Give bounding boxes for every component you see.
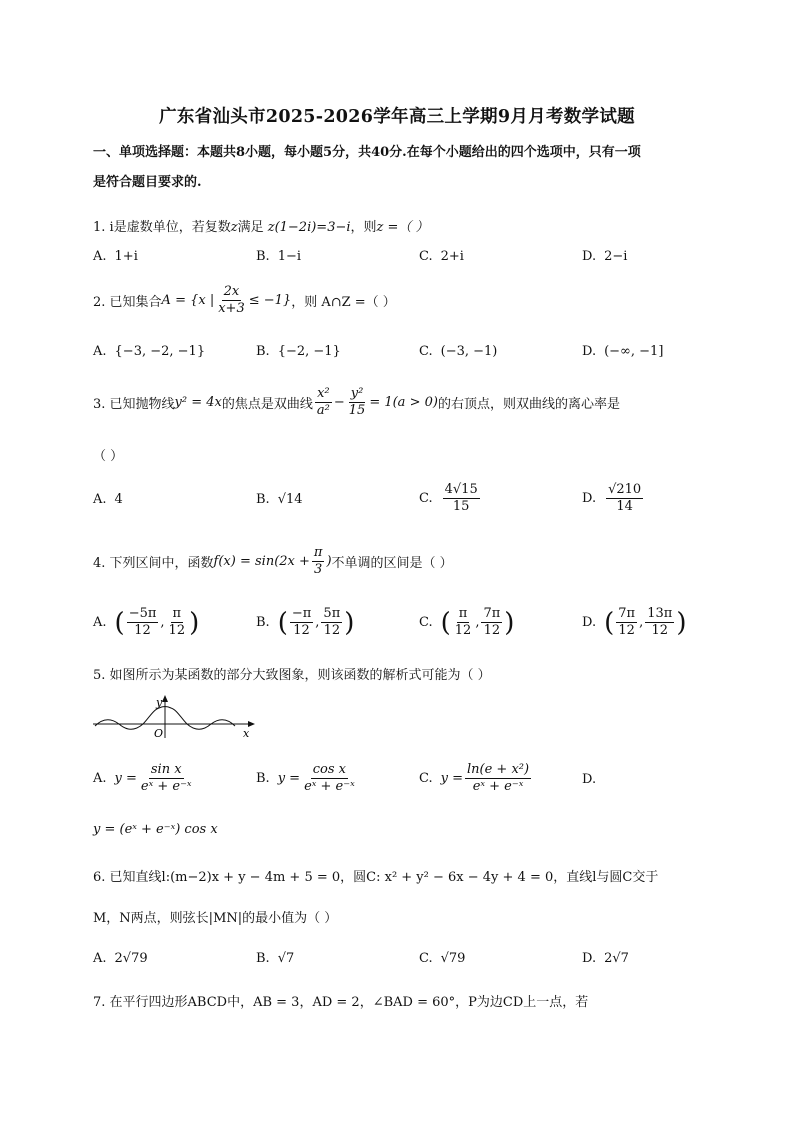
q3-parabola: y² = 4x bbox=[174, 395, 222, 410]
section-heading-line2: 是符合题目要求的. bbox=[93, 175, 202, 190]
q2-frac-den: x+3 bbox=[218, 301, 245, 316]
q2-set-left: A = {x | bbox=[161, 293, 215, 308]
frac-den: eˣ + e⁻ˣ bbox=[472, 779, 524, 794]
frac-num: π bbox=[172, 606, 182, 621]
frac-num: 5π bbox=[323, 606, 341, 621]
q2-option-c[interactable] bbox=[419, 344, 497, 359]
q6-option-d[interactable] bbox=[582, 951, 629, 966]
q1-ask: z =（ ） bbox=[376, 220, 429, 235]
option-text: √7 bbox=[277, 951, 295, 966]
q4-close: ) bbox=[326, 554, 332, 569]
option-label: B. bbox=[256, 249, 270, 264]
q5-option-c[interactable] bbox=[419, 762, 533, 795]
frac-num: sin x bbox=[150, 762, 182, 777]
frac-num: 7π bbox=[618, 606, 636, 621]
frac-den: 15 bbox=[452, 499, 470, 514]
q1-option-b[interactable] bbox=[256, 249, 301, 264]
question-5: 5. 如图所示为某函数的部分大致图象，则该函数的解析式可能为（ ） bbox=[93, 668, 491, 683]
option-text: 4 bbox=[114, 492, 123, 507]
option-text: {−3, −2, −1} bbox=[114, 344, 206, 359]
open-paren: ( bbox=[277, 607, 288, 638]
q4-option-a[interactable]: A. ( $\frac{-5\pi}{12}$ , $\frac{\pi}{12}$ ) bbox=[93, 606, 200, 638]
option-label: A. bbox=[93, 344, 107, 359]
q2-frac-num: 2x bbox=[223, 284, 240, 299]
q6-option-c[interactable] bbox=[419, 951, 465, 966]
q5-option-d-expression: y = (eˣ + e⁻ˣ) cos x bbox=[93, 822, 218, 837]
q3-mid: 的焦点是双曲线 bbox=[221, 397, 313, 412]
q1-suffix: ，则 bbox=[350, 220, 377, 235]
q3-prefix: 3. 已知抛物线 bbox=[93, 397, 175, 412]
frac-a bbox=[453, 606, 474, 639]
open-paren: ( bbox=[114, 607, 125, 638]
option-fraction bbox=[465, 762, 531, 795]
option-label: A. bbox=[93, 771, 107, 786]
q2-prefix: 2. 已知集合 bbox=[93, 295, 162, 310]
q2-option-b[interactable] bbox=[256, 344, 341, 359]
q1-option-c[interactable] bbox=[419, 249, 464, 264]
close-paren: ) bbox=[344, 607, 355, 638]
q3-options bbox=[0, 482, 794, 522]
q3-option-b[interactable] bbox=[256, 492, 303, 507]
q3-frac2-den: 15 bbox=[348, 403, 366, 418]
close-paren: ) bbox=[676, 607, 687, 638]
q3-eq: = 1(a > 0) bbox=[369, 395, 438, 410]
open-paren: ( bbox=[440, 607, 451, 638]
option-text: 2−i bbox=[604, 249, 628, 264]
page-title: 广东省汕头市2025-2026学年高三上学期9月月考数学试题 bbox=[159, 107, 635, 127]
frac-den: 12 bbox=[168, 623, 186, 638]
q4-suffix: 不单调的区间是（ ） bbox=[331, 556, 453, 571]
q4-option-b[interactable]: B. ( $\frac{-\pi}{12}$ , $\frac{5\pi}{12}$ ) bbox=[256, 606, 355, 638]
frac-b bbox=[645, 606, 674, 639]
frac-num: 4√15 bbox=[444, 482, 478, 497]
q2-option-d[interactable] bbox=[582, 344, 663, 359]
q3-frac-1 bbox=[315, 386, 332, 419]
q1-prefix: 1. i是虚数单位，若复数 bbox=[93, 220, 231, 235]
frac-b bbox=[481, 606, 502, 639]
section-heading-line1: 一、单项选择题：本题共8小题，每小题5分，共40分.在每个小题给出的四个选项中，只有一项 bbox=[93, 145, 641, 160]
frac-b bbox=[167, 606, 188, 639]
option-text: √14 bbox=[277, 492, 303, 507]
frac-a bbox=[127, 606, 159, 639]
option-lhs: y = bbox=[277, 771, 301, 786]
frac-den: 12 bbox=[483, 623, 501, 638]
q6-line2: M，N两点，则弦长|MN|的最小值为（ ） bbox=[93, 911, 338, 926]
q2-option-a[interactable] bbox=[93, 344, 205, 359]
q3-frac-2 bbox=[347, 386, 368, 419]
question-2 bbox=[93, 284, 396, 317]
frac-num: −5π bbox=[128, 606, 157, 621]
frac-den: 12 bbox=[323, 623, 341, 638]
frac-num: √210 bbox=[608, 482, 642, 497]
frac-den: 12 bbox=[618, 623, 635, 638]
q4-func: f(x) = sin(2x + bbox=[213, 554, 310, 569]
q4-option-d[interactable]: D. ( $\frac{7\pi}{12}$ , $\frac{13\pi}{12}$ ) bbox=[582, 606, 687, 638]
option-fraction bbox=[443, 482, 480, 515]
frac-num: 13π bbox=[647, 606, 673, 621]
y-axis-arrow bbox=[162, 695, 168, 702]
q3-option-d[interactable] bbox=[582, 482, 645, 515]
y-label: y bbox=[156, 696, 163, 709]
q1-mid: 满足 bbox=[237, 220, 264, 235]
option-label: C. bbox=[419, 249, 433, 264]
q6-option-a[interactable] bbox=[93, 951, 148, 966]
q3-option-a[interactable] bbox=[93, 492, 123, 507]
question-4 bbox=[93, 545, 453, 578]
option-label: C. bbox=[419, 771, 433, 786]
option-label: C. bbox=[419, 951, 433, 966]
option-label: D. bbox=[582, 772, 597, 787]
option-label: C. bbox=[419, 615, 433, 630]
option-label: B. bbox=[256, 344, 270, 359]
q6-options bbox=[0, 948, 794, 988]
option-text: (−∞, −1] bbox=[604, 344, 664, 359]
q3-option-c[interactable] bbox=[419, 482, 482, 515]
x-label: x bbox=[243, 727, 250, 740]
option-label: B. bbox=[256, 615, 270, 630]
option-label: B. bbox=[256, 492, 270, 507]
option-label: A. bbox=[93, 249, 107, 264]
option-label: C. bbox=[419, 491, 433, 506]
option-label: D. bbox=[582, 951, 597, 966]
option-text: 2√7 bbox=[604, 951, 629, 966]
q3-minus: − bbox=[333, 395, 345, 410]
question-3 bbox=[93, 386, 620, 419]
question-1 bbox=[93, 216, 429, 235]
close-paren: ) bbox=[504, 607, 515, 638]
option-text: 1−i bbox=[277, 249, 302, 264]
q1-z: z bbox=[230, 220, 238, 235]
option-text: √79 bbox=[440, 951, 466, 966]
frac-den: eˣ + e⁻ˣ bbox=[304, 779, 355, 794]
q5-option-d[interactable] bbox=[582, 772, 604, 787]
option-label: B. bbox=[256, 771, 270, 786]
option-label: C. bbox=[419, 344, 433, 359]
q2-suffix: ，则 A∩Z =（ ） bbox=[291, 295, 396, 310]
q5-options bbox=[0, 762, 794, 802]
q4-frac-den: 3 bbox=[314, 562, 323, 577]
q6-option-b[interactable] bbox=[256, 951, 294, 966]
q4-prefix: 4. 下列区间中，函数 bbox=[93, 556, 214, 571]
frac-den: 14 bbox=[616, 499, 633, 514]
option-text: (−3, −1) bbox=[440, 344, 498, 359]
frac-a bbox=[616, 606, 637, 639]
close-paren: ) bbox=[189, 607, 200, 638]
frac-num: π bbox=[458, 606, 468, 621]
q3-frac1-num: x² bbox=[317, 386, 330, 401]
origin-label: O bbox=[154, 727, 164, 740]
q4-frac-num: π bbox=[313, 545, 323, 560]
section-heading bbox=[93, 138, 703, 198]
option-label: A. bbox=[93, 615, 107, 630]
option-label: A. bbox=[93, 492, 107, 507]
option-fraction bbox=[139, 762, 194, 795]
frac-a bbox=[290, 606, 313, 639]
q1-expr: z(1−2i)=3−i bbox=[267, 220, 351, 235]
frac-num: 7π bbox=[483, 606, 501, 621]
frac-den: eˣ + e⁻ˣ bbox=[140, 779, 192, 794]
q4-option-c[interactable]: C. ( $\frac{\pi}{12}$ , $\frac{7\pi}{12}$ ) bbox=[419, 606, 515, 638]
frac-b bbox=[321, 606, 342, 639]
q3-suffix: 的右顶点，则双曲线的离心率是 bbox=[437, 397, 620, 412]
frac-den: 12 bbox=[651, 623, 669, 638]
q3-paren: （ ） bbox=[93, 449, 124, 464]
frac-den: 12 bbox=[134, 623, 151, 638]
option-fraction bbox=[302, 762, 357, 795]
q1-option-d[interactable] bbox=[582, 249, 627, 264]
q5-option-a[interactable] bbox=[93, 762, 196, 795]
frac-num: cos x bbox=[312, 762, 346, 777]
q2-options bbox=[0, 344, 794, 384]
option-text: 2√79 bbox=[114, 951, 148, 966]
option-label: D. bbox=[582, 249, 597, 264]
option-lhs: y = bbox=[114, 771, 137, 786]
option-lhs: y = bbox=[440, 771, 463, 786]
option-text: {−2, −1} bbox=[277, 344, 341, 359]
option-text: 2+i bbox=[440, 249, 464, 264]
option-label: D. bbox=[582, 491, 597, 506]
q1-options bbox=[0, 246, 794, 286]
frac-num: ln(e + x²) bbox=[467, 762, 530, 777]
q3-frac1-den: a² bbox=[316, 403, 330, 418]
option-label: D. bbox=[582, 344, 597, 359]
q4-options bbox=[0, 606, 794, 646]
frac-den: 12 bbox=[293, 623, 310, 638]
q1-option-a[interactable] bbox=[93, 249, 138, 264]
q3-frac2-num: y² bbox=[350, 386, 364, 401]
q7-line1: 7. 在平行四边形ABCD中，AB = 3，AD = 2，∠BAD = 60°，P为边CD上一点，若 bbox=[93, 995, 589, 1010]
open-paren: ( bbox=[604, 607, 615, 638]
q6-line1: 6. 已知直线l:(m−2)x + y − 4m + 5 = 0，圆C: x² + y² − 6x − 4y + 4 = 0，直线l与圆C交于 bbox=[93, 870, 659, 885]
frac-den: 12 bbox=[454, 623, 472, 638]
option-label: B. bbox=[256, 951, 270, 966]
option-fraction bbox=[606, 482, 643, 515]
option-label: A. bbox=[93, 951, 107, 966]
q2-fraction bbox=[216, 284, 247, 317]
q5-function-graph bbox=[93, 694, 258, 740]
option-text: 1+i bbox=[114, 249, 138, 264]
q2-set-right: ≤ −1} bbox=[248, 293, 292, 308]
q5-option-b[interactable] bbox=[256, 762, 359, 795]
option-label: D. bbox=[582, 615, 597, 630]
q4-fraction bbox=[312, 545, 325, 578]
frac-num: −π bbox=[291, 606, 312, 621]
